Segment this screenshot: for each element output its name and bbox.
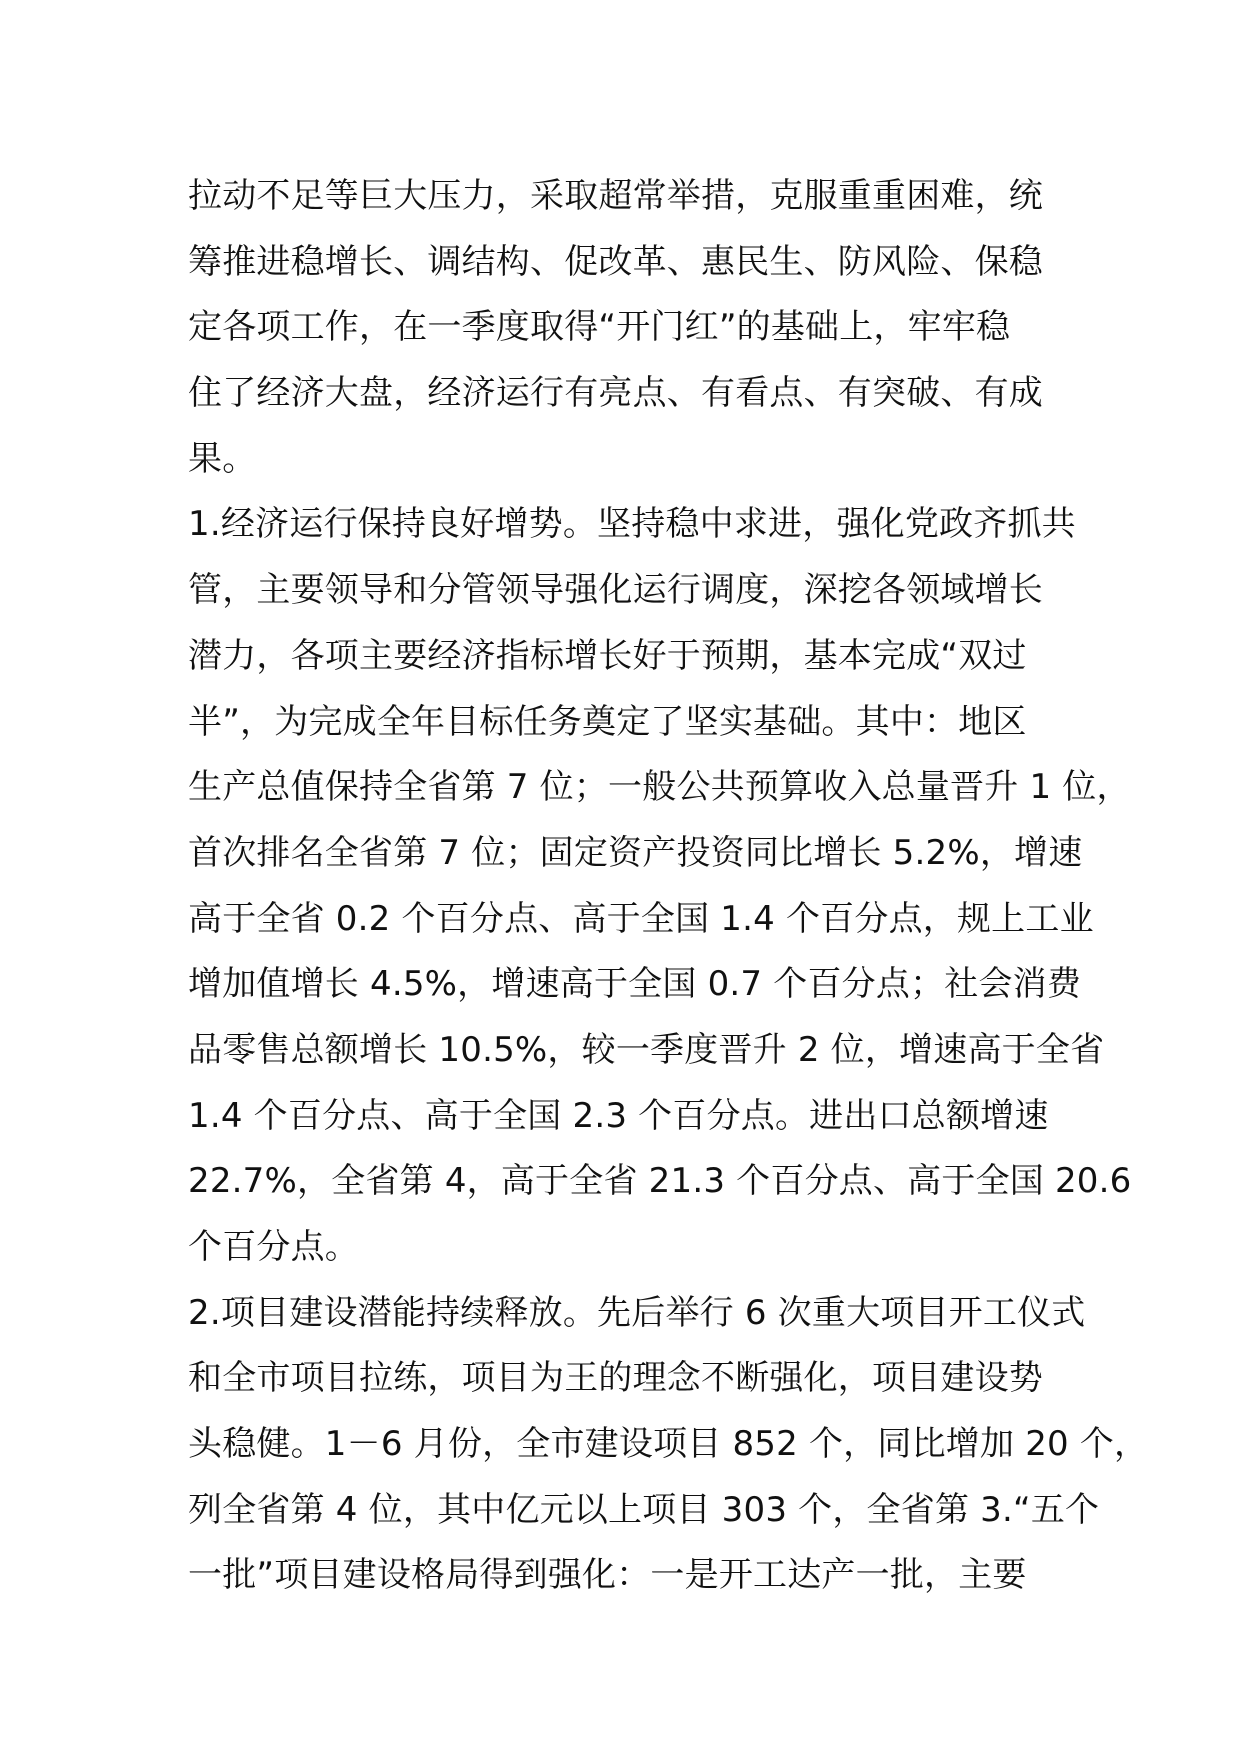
text-line: 品零售总额增长 10.5%，较一季度晋升 2 位，增速高于全省 bbox=[188, 1029, 1105, 1070]
text-line: 拉动不足等巨大压力，采取超常举措，克服重重困难，统 bbox=[188, 176, 1043, 216]
text-line: 和全市项目拉练，项目为王的理念不断强化，项目建设势 bbox=[188, 1358, 1043, 1399]
section-heading-line: 1.经济运行保持良好增势。坚持稳中求进，强化党政齐抓共 bbox=[188, 504, 1076, 545]
section-heading-line: 2.项目建设潜能持续释放。先后举行 6 次重大项目开工仪式 bbox=[188, 1292, 1086, 1333]
text-line: 列全省第 4 位，其中亿元以上项目 303 个，全省第 3.“五个 bbox=[188, 1489, 1100, 1530]
text-line: 个百分点。 bbox=[188, 1227, 359, 1267]
text-line: 潜力，各项主要经济指标增长好于预期，基本完成“双过 bbox=[188, 635, 1027, 676]
text-line: 生产总值保持全省第 7 位；一般公共预算收入总量晋升 1 位， bbox=[188, 767, 1131, 808]
text-line: 头稳健。1－6 月份，全市建设项目 852 个，同比增加 20 个， bbox=[188, 1424, 1149, 1465]
body-text bbox=[188, 164, 1149, 1609]
text-line: 果。 bbox=[188, 438, 257, 479]
text-line: 1.4 个百分点、高于全国 2.3 个百分点。进出口总额增速 bbox=[188, 1095, 1049, 1136]
text-line: 高于全省 0.2 个百分点、高于全国 1.4 个百分点，规上工业 bbox=[188, 898, 1094, 939]
text-line: 增加值增长 4.5%，增速高于全国 0.7 个百分点；社会消费 bbox=[188, 964, 1082, 1005]
text-line: 22.7%，全省第 4，高于全省 21.3 个百分点、高于全国 20.6 bbox=[188, 1161, 1132, 1202]
text-line: 管，主要领导和分管领导强化运行调度，深挖各领域增长 bbox=[188, 570, 1043, 611]
text-line: 定各项工作，在一季度取得“开门红”的基础上，牢牢稳 bbox=[188, 307, 1011, 348]
text-line: 半”，为完成全年目标任务奠定了坚实基础。其中：地区 bbox=[188, 701, 1027, 742]
text-line: 首次排名全省第 7 位；固定资产投资同比增长 5.2%，增速 bbox=[188, 832, 1083, 873]
text-line: 筹推进稳增长、调结构、促改革、惠民生、防风险、保稳 bbox=[188, 241, 1043, 282]
text-line: 一批”项目建设格局得到强化：一是开工达产一批，主要 bbox=[188, 1555, 1027, 1596]
text-line: 住了经济大盘，经济运行有亮点、有看点、有突破、有成 bbox=[188, 373, 1043, 414]
